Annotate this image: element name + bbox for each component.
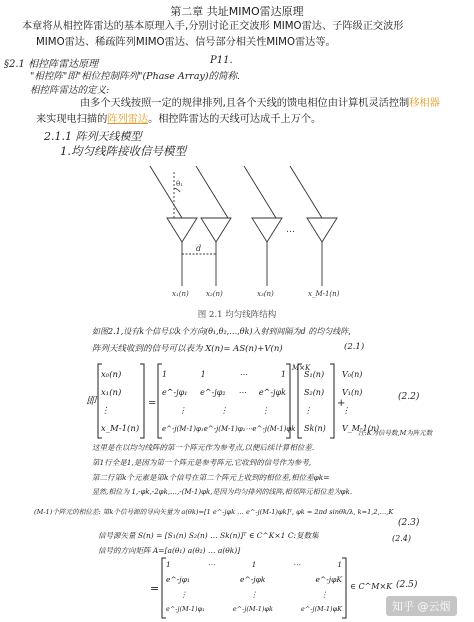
derivation-line-2: 阵列天线收到的信号可以表为 X(n)= AS(n)+V(n) xyxy=(92,344,283,354)
incident-ray-1 xyxy=(150,166,182,218)
b-row-4 xyxy=(166,602,342,617)
page-ref: P11. xyxy=(210,55,233,66)
b-row-2 xyxy=(166,572,342,587)
a-r4-c2: e^-j(M-1)φ₂ xyxy=(203,425,246,433)
x-vector xyxy=(101,366,141,438)
a-r3-c2: ⋮ xyxy=(219,406,228,415)
b-r4-c1: e^-j(M-1)φ₁ xyxy=(166,605,205,613)
a-r4-c4: e^-j(M-1)φk xyxy=(252,425,296,433)
element-label-3: x₃(n) xyxy=(257,290,274,298)
b-r4-c5: e^-j(M-1)φK xyxy=(301,605,342,613)
v-entry-1: V₁(n) xyxy=(342,388,363,397)
derivation-line-5: 第二行第k个元素是第k个信号在第二个阵元上收到的相位差,相位差φk= xyxy=(92,473,330,482)
highlight-array-radar: 阵列雷达 xyxy=(107,114,149,125)
derivation-line-9: 信号的方向矩阵 A=[a(θ₁) a(θ₂) … a(θk)] xyxy=(98,546,241,555)
eq-2-2: (2.2) xyxy=(398,392,420,402)
direction-matrix xyxy=(166,557,342,617)
antenna-element-3 xyxy=(252,218,282,242)
b-r1-c3: 1 xyxy=(251,560,257,569)
section-2-1-heading: §2.1 相控阵雷达原理 xyxy=(4,59,99,70)
theta-label: θ₁ xyxy=(176,180,184,188)
x-entry-2: ⋮ xyxy=(101,406,110,416)
a-r3-c3: ⋮ xyxy=(261,406,270,415)
x-entry-0: x₀(n) xyxy=(101,370,122,380)
x-entry-3: x_M-1(n) xyxy=(101,424,140,434)
incident-ray-3 xyxy=(244,166,276,218)
x-entry-1: x₁(n) xyxy=(101,388,122,398)
incident-ray-2 xyxy=(196,166,228,218)
a-r4-c3: ⋯ xyxy=(245,425,253,433)
definition-line-2 xyxy=(36,112,321,127)
b-r3-c1: ⋮ xyxy=(180,590,188,599)
subsection-1-heading: 1.均匀线阵接收信号模型 xyxy=(60,144,186,158)
derivation-line-6: 显然,相位为 1,-φk,-2φk,…,-(M-1)φk,是因为均匀排列的线阵,相邻阵元相位差为φk. xyxy=(92,488,353,496)
b-r2-c3: e^-jφk xyxy=(240,575,266,584)
b-row-1 xyxy=(166,557,342,572)
highlight-phase-shifter: 移相器 xyxy=(409,98,440,109)
element-label-1: x₁(n) xyxy=(172,290,189,298)
section-2-1-1-heading: 2.1.1 阵列天线模型 xyxy=(44,130,142,143)
ji-label: 即 xyxy=(86,396,96,407)
uniform-linear-array-figure xyxy=(110,158,370,308)
dimension-note: 注:K为信号数,M为阵元数 xyxy=(358,429,433,437)
derivation-line-8: 信号源矢量 S(n) = [S₁(n) S₂(n) … Sk(n)]ᵀ ∈ C^K×1 C:复数集 xyxy=(98,531,319,540)
element-label-4: x_M-1(n) xyxy=(308,290,340,298)
definition-text-1: 由多个天线按照一定的规律排列,且各个天线的馈电相位由计算机灵活控制 xyxy=(80,98,410,109)
b-r1-c1: 1 xyxy=(166,560,171,569)
a-row-2 xyxy=(162,384,286,402)
derivation-line-3: 这里是在以均匀线阵的第一个阵元作为参考点,以便后续计算相位差. xyxy=(92,443,315,452)
derivation-line-4: 第1行全是1,是因为第一个阵元是参考阵元,它收到的信号作为参考, xyxy=(92,458,312,467)
definition-heading: 相控阵雷达的定义: xyxy=(30,85,110,96)
b-r1-c4: ⋯ xyxy=(293,560,301,569)
a-r2-c3: ⋯ xyxy=(238,388,247,397)
theta-arc xyxy=(174,188,180,192)
eq-2-3: (2.3) xyxy=(398,518,420,528)
a-r4-c1: e^-j(M-1)φ₁ xyxy=(162,425,204,433)
b-r2-c5: e^-jφK xyxy=(315,575,342,584)
svg-text:=: = xyxy=(148,398,157,409)
abbrev-note: "相控阵"即"相位控制阵列"(Phase Array)的简称. xyxy=(30,71,241,82)
b-r3-c3: ⋮ xyxy=(250,590,258,599)
a-dimension: M×K xyxy=(292,364,311,372)
s-entry-0: S₁(n) xyxy=(304,370,325,379)
eq-2-1: (2.1) xyxy=(344,342,365,352)
s-vector xyxy=(304,366,334,438)
derivation-line-1: 如图2.1,设有k个信号以k个方向(θ₁,θ₂,…,θk)入射到间隔为d 的均匀线阵, xyxy=(92,327,351,336)
eq-2-5: (2.5) xyxy=(396,580,418,590)
b-r1-c5: 1 xyxy=(337,560,342,569)
matrix-set: ∈ C^M×K xyxy=(350,582,393,591)
svg-text:+: + xyxy=(337,398,346,409)
ellipsis-mid: … xyxy=(286,225,295,235)
antenna-element-1 xyxy=(167,218,197,242)
a-r3-c1: ⋮ xyxy=(178,406,187,415)
antenna-element-4 xyxy=(307,218,337,242)
eq-2-4: (2.4) xyxy=(392,534,411,543)
a-row-3 xyxy=(162,402,286,420)
a-row-1 xyxy=(162,366,286,384)
b-r2-c1: e^-jφ₁ xyxy=(166,575,190,584)
b-r3-c5: ⋮ xyxy=(320,590,328,599)
b-r4-c3: e^-j(M-1)φk xyxy=(232,605,273,613)
a-r1-c3: ⋯ xyxy=(239,370,248,379)
a-r1-c2: 1 xyxy=(200,370,206,379)
figure-caption: 图 2.1 均匀线阵结构 xyxy=(197,310,277,320)
chapter-title: 第二章 共址MIMO雷达原理 xyxy=(170,5,304,18)
spacing-label: d xyxy=(196,244,202,253)
antenna-element-2 xyxy=(201,218,231,242)
a-r2-c2: e^-jφ₂ xyxy=(200,388,226,397)
element-label-2: x₂(n) xyxy=(206,290,223,298)
v-entry-3: V_M-1(n) xyxy=(342,424,380,433)
s-entry-3: Sk(n) xyxy=(304,424,326,433)
derivation-line-7: (M-1)个阵元的相位差: 第k个信号源的导向矢量为 a(θk)=[1 e^-jφk … e^-j(M-1)φk]ᵀ, φk = 2πd sinθk/λ, k=1,2,…,K xyxy=(34,508,394,516)
zhihu-watermark: 知乎 @云烟 xyxy=(386,596,457,616)
definition-text-2b: 。相控阵雷达的天线可达成千上万个。 xyxy=(148,114,322,125)
equals-sign: = xyxy=(150,582,160,595)
a-r1-c1: 1 xyxy=(162,370,168,379)
v-entry-2: ⋮ xyxy=(342,406,350,415)
definition-text-2a: 来实现电扫描的 xyxy=(36,114,108,125)
intro-line-2: MIMO雷达、稀疏阵列MIMO雷达、信号部分相关性MIMO雷达等。 xyxy=(36,37,336,48)
definition-line-1 xyxy=(80,96,440,111)
a-r2-c4: e^-jφk xyxy=(258,388,286,397)
a-row-4 xyxy=(162,420,296,438)
b-row-3 xyxy=(166,587,342,602)
b-r1-c2: ⋯ xyxy=(207,560,215,569)
a-r2-c1: e^-jφ₁ xyxy=(162,388,188,397)
incident-ray-4 xyxy=(290,166,322,218)
s-entry-1: S₂(n) xyxy=(304,388,325,397)
intro-line-1: 本章将从相控阵雷达的基本原理入手,分别讨论正交波形 MIMO雷达、子阵级正交波形 xyxy=(22,21,404,32)
steering-matrix xyxy=(162,366,296,438)
s-entry-2: ⋮ xyxy=(304,406,312,415)
v-entry-0: V₀(n) xyxy=(342,370,363,379)
a-r1-c4: 1 xyxy=(280,370,286,379)
